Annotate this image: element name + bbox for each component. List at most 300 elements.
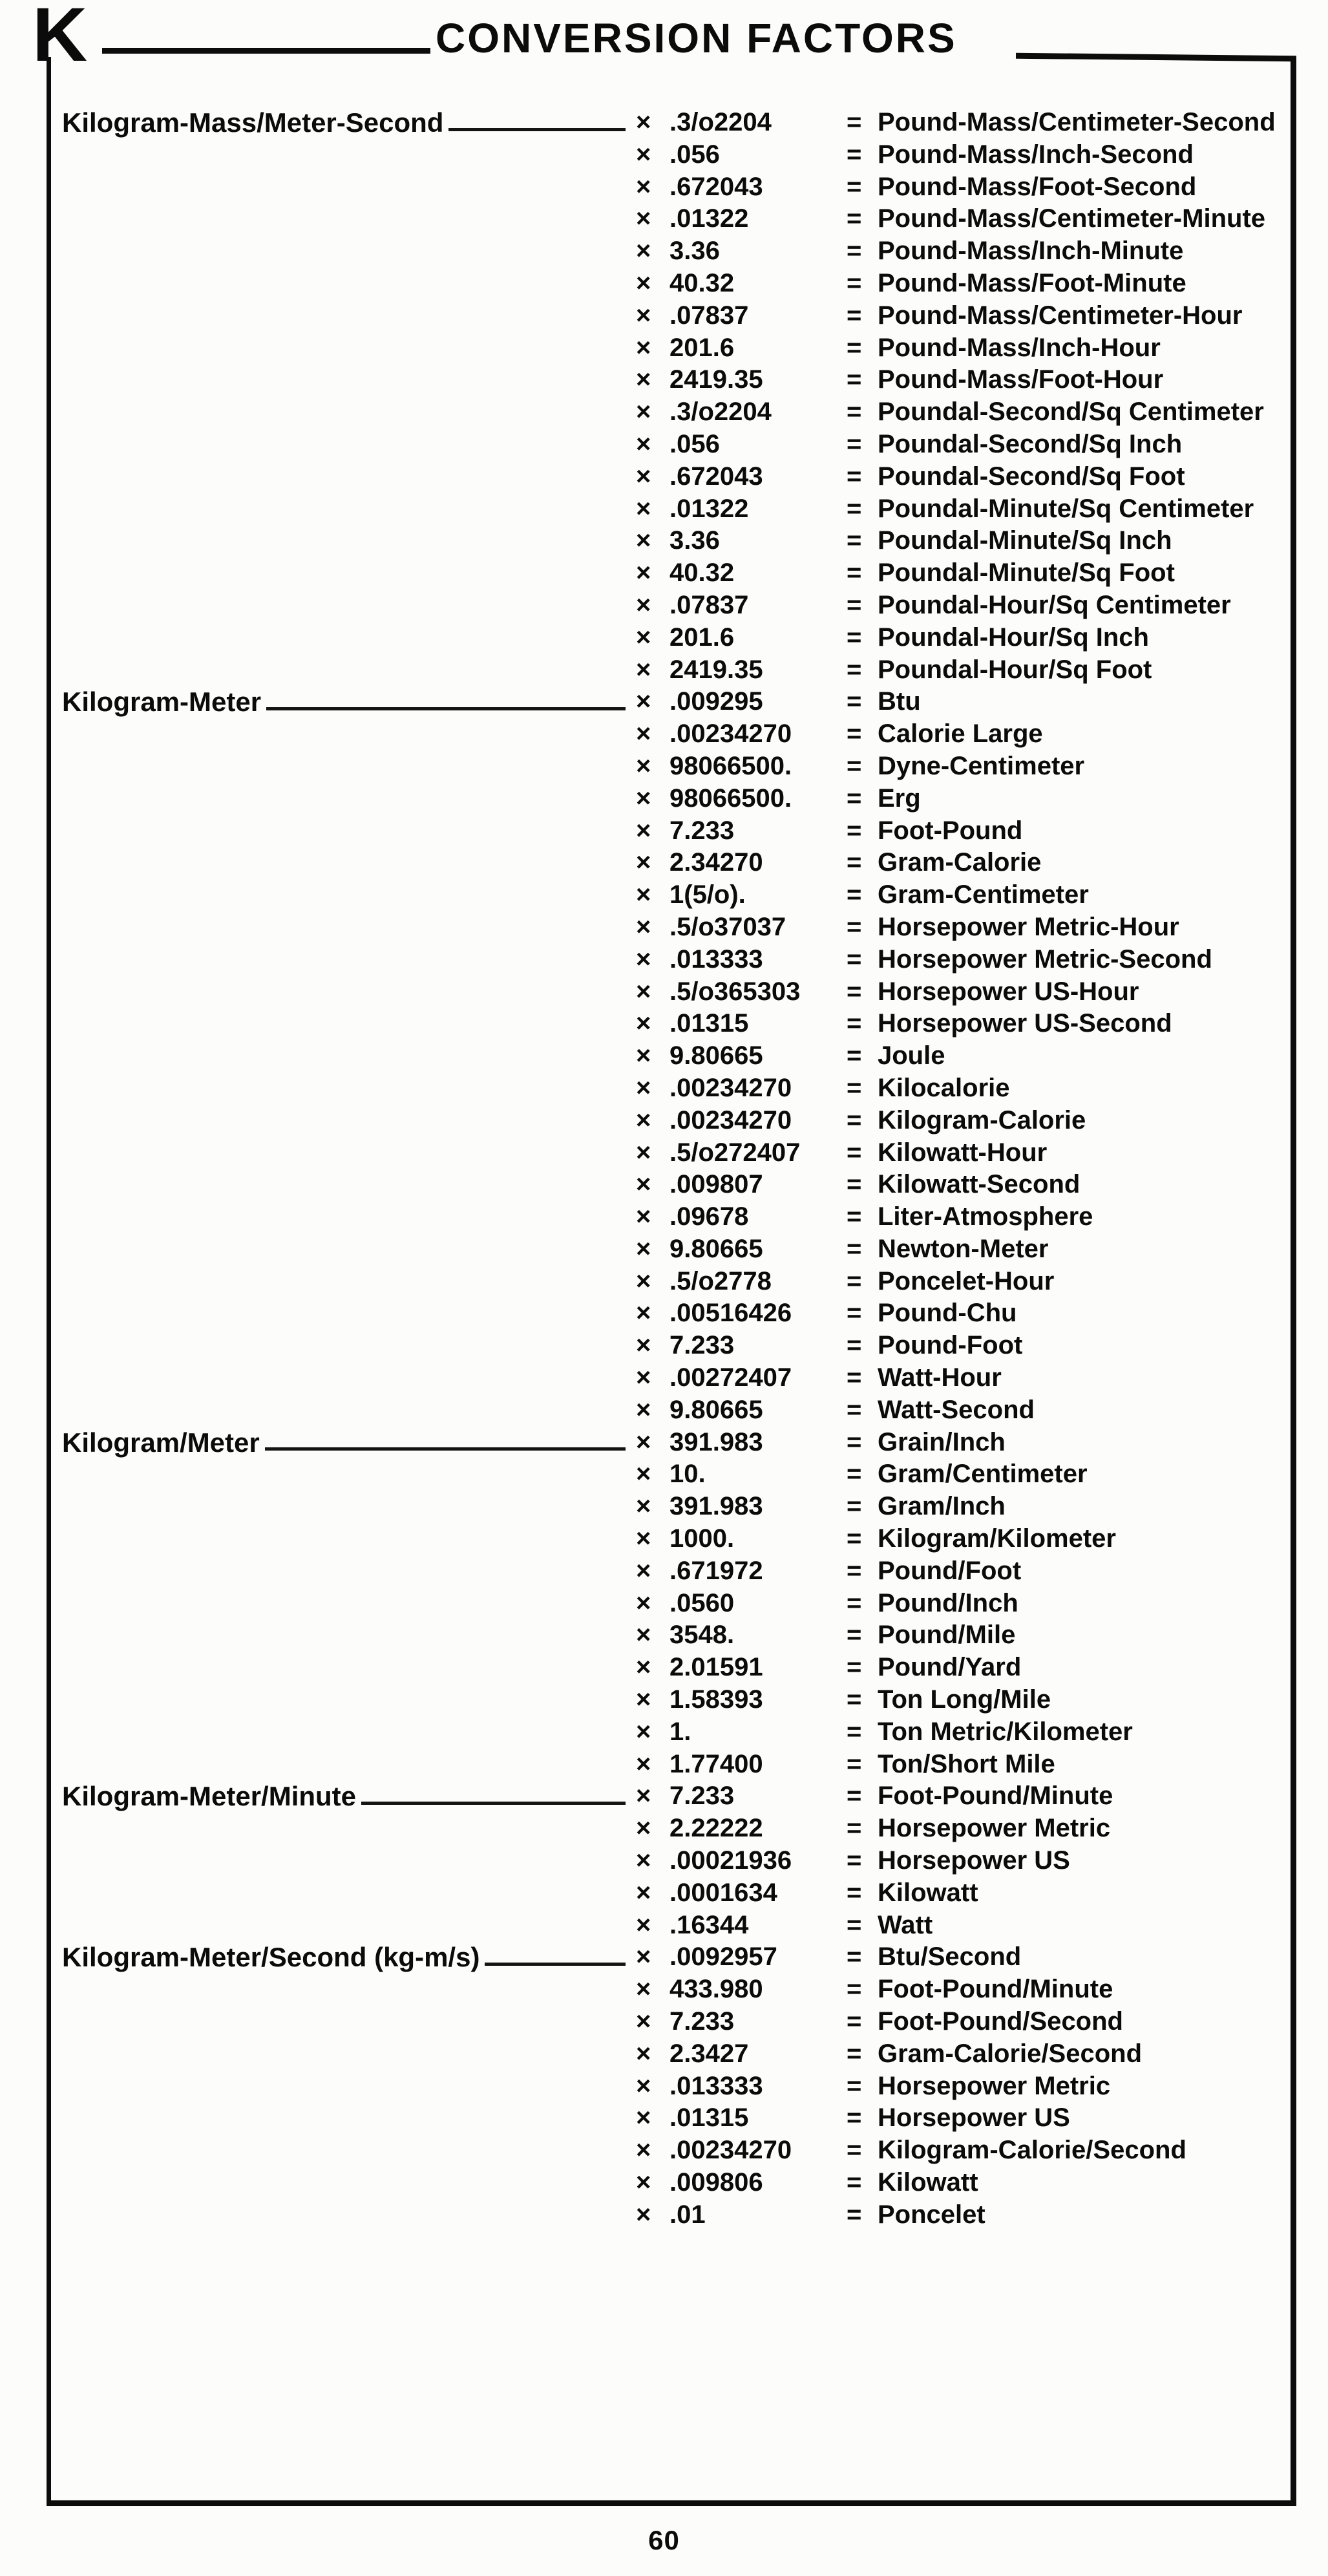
factor-value: 7.233: [669, 2007, 735, 2036]
result-cell: [847, 783, 1290, 815]
conversion-row: [62, 2102, 1290, 2134]
times-sign: ×: [636, 172, 651, 201]
equals-sign: =: [847, 429, 862, 458]
times-sign: ×: [636, 1685, 651, 1714]
factor-value: 2.3427: [669, 2039, 749, 2068]
factor-value: 391.983: [669, 1427, 763, 1456]
times-sign: ×: [636, 623, 651, 652]
conversion-row: [62, 1780, 1290, 1813]
times-sign: ×: [636, 1621, 651, 1650]
times-sign: ×: [636, 1846, 651, 1875]
factor-value: .672043: [669, 462, 763, 491]
result-unit: Pound-Mass/Foot-Second: [878, 172, 1197, 201]
factor-cell: [636, 107, 847, 139]
group-label-cell: [62, 107, 636, 139]
factor-value: 10.: [669, 1460, 706, 1489]
factor-value: .07837: [669, 590, 749, 619]
group-label-cell: [62, 622, 636, 654]
result-unit: Horsepower US: [878, 1846, 1070, 1875]
group-label-cell: [62, 1362, 636, 1394]
factor-cell: [636, 461, 847, 493]
result-unit: Ton Long/Mile: [878, 1685, 1051, 1714]
times-sign: ×: [636, 1202, 651, 1231]
equals-sign: =: [847, 1138, 862, 1167]
equals-sign: =: [847, 816, 862, 845]
group-label-cell: [62, 1877, 636, 1910]
times-sign: ×: [636, 398, 651, 427]
conversion-row: [62, 1362, 1290, 1394]
times-sign: ×: [636, 1299, 651, 1328]
result-cell: [847, 429, 1290, 461]
equals-sign: =: [847, 783, 862, 813]
group-label-cell: [62, 203, 636, 235]
factor-cell: [636, 171, 847, 204]
equals-sign: =: [847, 1782, 862, 1811]
times-sign: ×: [636, 1266, 651, 1295]
equals-sign: =: [847, 1943, 862, 1972]
result-cell: [847, 364, 1290, 396]
group-label-cell: [62, 1201, 636, 1233]
result-cell: [847, 1266, 1290, 1298]
result-unit: Erg: [878, 783, 921, 813]
factor-cell: [636, 1813, 847, 1845]
conversion-row: [62, 1910, 1290, 1942]
factor-value: 7.233: [669, 816, 735, 845]
factor-cell: [636, 1458, 847, 1491]
group-label-cell: [62, 944, 636, 976]
result-unit: Btu: [878, 687, 921, 716]
factor-value: .009807: [669, 1170, 763, 1199]
result-cell: [847, 1974, 1290, 2006]
times-sign: ×: [636, 237, 651, 266]
result-unit: Watt: [878, 1910, 933, 1939]
factor-value: .056: [669, 429, 720, 458]
equals-sign: =: [847, 1556, 862, 1585]
conversion-row: [62, 1652, 1290, 1684]
equals-sign: =: [847, 1363, 862, 1392]
conversion-row: [62, 847, 1290, 879]
factor-value: 98066500.: [669, 751, 792, 780]
times-sign: ×: [636, 1041, 651, 1070]
result-cell: [847, 1716, 1290, 1749]
result-unit: Poundal-Second/Sq Inch: [878, 429, 1183, 458]
times-sign: ×: [636, 1460, 651, 1489]
result-cell: [847, 1105, 1290, 1137]
factor-value: 2.22222: [669, 1814, 763, 1843]
result-cell: [847, 1652, 1290, 1684]
times-sign: ×: [636, 1653, 651, 1682]
result-unit: Poncelet: [878, 2200, 985, 2229]
conversion-row: [62, 1619, 1290, 1652]
factor-cell: [636, 1684, 847, 1716]
times-sign: ×: [636, 719, 651, 749]
group-label-cell: [62, 525, 636, 557]
result-cell: [847, 1072, 1290, 1105]
conversion-row: [62, 654, 1290, 687]
result-unit: Gram-Calorie/Second: [878, 2039, 1143, 2068]
equals-sign: =: [847, 172, 862, 201]
factor-cell: [636, 557, 847, 590]
conversion-row: [62, 590, 1290, 622]
result-cell: [847, 911, 1290, 944]
factor-cell: [636, 1201, 847, 1233]
result-cell: [847, 879, 1290, 911]
result-unit: Gram-Centimeter: [878, 880, 1089, 910]
group-label-cell: [62, 1780, 636, 1813]
group-label-cell: [62, 1297, 636, 1330]
times-sign: ×: [636, 590, 651, 619]
result-cell: [847, 557, 1290, 590]
result-unit: Grain/Inch: [878, 1427, 1006, 1456]
conversion-row: [62, 396, 1290, 429]
equals-sign: =: [847, 108, 862, 136]
equals-sign: =: [847, 2007, 862, 2036]
conversion-group: [62, 1941, 1290, 2231]
factor-cell: [636, 1910, 847, 1942]
result-cell: [847, 2102, 1290, 2134]
result-cell: [847, 1780, 1290, 1813]
equals-sign: =: [847, 1395, 862, 1424]
factor-value: .01322: [669, 494, 749, 523]
factor-cell: [636, 1169, 847, 1201]
result-unit: Gram/Centimeter: [878, 1460, 1088, 1489]
group-label-cell: [62, 1233, 636, 1266]
result-unit: Kilowatt: [878, 1878, 978, 1907]
factor-cell: [636, 976, 847, 1008]
factor-value: 98066500.: [669, 783, 792, 813]
equals-sign: =: [847, 398, 862, 427]
equals-sign: =: [847, 1460, 862, 1489]
result-unit: Newton-Meter: [878, 1234, 1049, 1263]
factor-value: .671972: [669, 1556, 763, 1585]
result-unit: Pound-Mass/Inch-Hour: [878, 333, 1161, 362]
times-sign: ×: [636, 880, 651, 910]
result-cell: [847, 1813, 1290, 1845]
conversion-group: [62, 686, 1290, 1426]
result-cell: [847, 590, 1290, 622]
times-sign: ×: [636, 1556, 651, 1585]
result-unit: Dyne-Centimeter: [878, 751, 1085, 780]
conversion-row: [62, 429, 1290, 461]
factor-value: 1.: [669, 1717, 691, 1746]
conversion-row: [62, 107, 1290, 139]
times-sign: ×: [636, 816, 651, 845]
result-cell: [847, 1910, 1290, 1942]
factor-cell: [636, 686, 847, 718]
times-sign: ×: [636, 1105, 651, 1134]
factor-value: .01: [669, 2200, 706, 2229]
factor-cell: [636, 1137, 847, 1169]
group-label-cell: [62, 1588, 636, 1620]
group-label-cell: [62, 364, 636, 396]
group-label-cell: [62, 783, 636, 815]
conversion-group: [62, 1780, 1290, 1941]
factor-cell: [636, 1974, 847, 2006]
conversion-row: [62, 1877, 1290, 1910]
result-cell: [847, 1941, 1290, 1974]
group-label-cell: [62, 2006, 636, 2038]
factor-value: 7.233: [669, 1331, 735, 1360]
group-label-cell: [62, 235, 636, 268]
group-label-cell: [62, 2167, 636, 2199]
factor-cell: [636, 847, 847, 879]
factor-cell: [636, 493, 847, 526]
equals-sign: =: [847, 977, 862, 1006]
group-label-cell: [62, 332, 636, 365]
result-cell: [847, 654, 1290, 687]
equals-sign: =: [847, 1427, 862, 1456]
group-label-cell: [62, 1941, 636, 1974]
factor-cell: [636, 235, 847, 268]
group-label-cell: [62, 1040, 636, 1072]
times-sign: ×: [636, 1234, 651, 1263]
times-sign: ×: [636, 559, 651, 588]
factor-cell: [636, 364, 847, 396]
factor-cell: [636, 2006, 847, 2038]
result-cell: [847, 686, 1290, 718]
result-unit: Calorie Large: [878, 719, 1043, 749]
equals-sign: =: [847, 1524, 862, 1553]
factor-cell: [636, 1297, 847, 1330]
factor-cell: [636, 1491, 847, 1523]
result-unit: Pound-Mass/Centimeter-Minute: [878, 204, 1266, 233]
times-sign: ×: [636, 1427, 651, 1456]
factor-value: 1.77400: [669, 1749, 763, 1778]
conversion-list: [62, 107, 1290, 2231]
conversion-row: [62, 1555, 1290, 1588]
conversion-group: [62, 1427, 1290, 1781]
conversion-row: [62, 139, 1290, 171]
equals-sign: =: [847, 590, 862, 619]
result-unit: Pound/Yard: [878, 1653, 1022, 1682]
conversion-row: [62, 1105, 1290, 1137]
factor-cell: [636, 2070, 847, 2103]
group-label-cell: [62, 1619, 636, 1652]
conversion-row: [62, 2199, 1290, 2231]
equals-sign: =: [847, 1910, 862, 1939]
leader-line: [448, 128, 626, 131]
factor-value: .5/o365303: [669, 977, 801, 1006]
result-unit: Horsepower Metric: [878, 2071, 1111, 2100]
factor-value: .00234270: [669, 1073, 792, 1102]
result-cell: [847, 2134, 1290, 2167]
times-sign: ×: [636, 140, 651, 169]
result-cell: [847, 139, 1290, 171]
result-unit: Kilocalorie: [878, 1073, 1010, 1102]
result-cell: [847, 847, 1290, 879]
result-unit: Pound-Mass/Centimeter-Second: [878, 108, 1276, 136]
result-cell: [847, 1362, 1290, 1394]
factor-cell: [636, 1427, 847, 1459]
result-cell: [847, 622, 1290, 654]
factor-cell: [636, 1008, 847, 1040]
equals-sign: =: [847, 623, 862, 652]
factor-value: 3548.: [669, 1621, 735, 1650]
conversion-row: [62, 1749, 1290, 1781]
factor-value: .09678: [669, 1202, 749, 1231]
factor-cell: [636, 1588, 847, 1620]
page-number: 60: [648, 2525, 680, 2555]
result-cell: [847, 1555, 1290, 1588]
group-label-cell: [62, 1266, 636, 1298]
times-sign: ×: [636, 687, 651, 716]
result-unit: Horsepower Metric-Second: [878, 944, 1212, 974]
conversion-row: [62, 171, 1290, 204]
result-unit: Poundal-Minute/Sq Inch: [878, 526, 1172, 555]
factor-value: .00021936: [669, 1846, 792, 1875]
result-cell: [847, 493, 1290, 526]
factor-value: .013333: [669, 2071, 763, 2100]
factor-cell: [636, 1845, 847, 1877]
equals-sign: =: [847, 462, 862, 491]
conversion-row: [62, 557, 1290, 590]
result-unit: Watt-Second: [878, 1395, 1035, 1424]
result-unit: Pound-Mass/Inch-Second: [878, 140, 1194, 169]
group-label-cell: [62, 1749, 636, 1781]
group-label-cell: [62, 2070, 636, 2103]
result-cell: [847, 1233, 1290, 1266]
group-label-cell: [62, 493, 636, 526]
conversion-row: [62, 944, 1290, 976]
group-label-cell: [62, 139, 636, 171]
result-cell: [847, 1394, 1290, 1427]
times-sign: ×: [636, 1073, 651, 1102]
factor-value: .009295: [669, 687, 763, 716]
result-cell: [847, 2070, 1290, 2103]
equals-sign: =: [847, 1170, 862, 1199]
conversion-row: [62, 750, 1290, 783]
conversion-row: [62, 1427, 1290, 1459]
times-sign: ×: [636, 1749, 651, 1778]
result-cell: [847, 2038, 1290, 2070]
equals-sign: =: [847, 687, 862, 716]
equals-sign: =: [847, 237, 862, 266]
result-unit: Kilowatt-Hour: [878, 1138, 1048, 1167]
result-unit: Liter-Atmosphere: [878, 1202, 1093, 1231]
factor-cell: [636, 1652, 847, 1684]
times-sign: ×: [636, 1878, 651, 1907]
equals-sign: =: [847, 2039, 862, 2068]
equals-sign: =: [847, 204, 862, 233]
times-sign: ×: [636, 2007, 651, 2036]
times-sign: ×: [636, 2103, 651, 2133]
conversion-row: [62, 525, 1290, 557]
result-cell: [847, 944, 1290, 976]
group-label-cell: [62, 590, 636, 622]
factor-cell: [636, 879, 847, 911]
factor-cell: [636, 1941, 847, 1974]
equals-sign: =: [847, 1588, 862, 1617]
group-label-cell: [62, 1491, 636, 1523]
factor-cell: [636, 1523, 847, 1555]
group-label: Kilogram-Meter: [62, 687, 262, 718]
result-unit: Horsepower US-Second: [878, 1009, 1172, 1038]
equals-sign: =: [847, 1299, 862, 1328]
conversion-row: [62, 493, 1290, 526]
conversion-row: [62, 1233, 1290, 1266]
equals-sign: =: [847, 1266, 862, 1295]
factor-cell: [636, 783, 847, 815]
group-label-cell: [62, 1072, 636, 1105]
factor-value: 391.983: [669, 1492, 763, 1521]
factor-cell: [636, 1362, 847, 1394]
equals-sign: =: [847, 2200, 862, 2229]
factor-value: 3.36: [669, 237, 720, 266]
times-sign: ×: [636, 108, 651, 136]
result-cell: [847, 750, 1290, 783]
section-letter: K: [32, 0, 85, 78]
conversion-row: [62, 783, 1290, 815]
factor-cell: [636, 1716, 847, 1749]
factor-value: 2.01591: [669, 1653, 763, 1682]
times-sign: ×: [636, 751, 651, 780]
factor-cell: [636, 2134, 847, 2167]
factor-cell: [636, 1780, 847, 1813]
times-sign: ×: [636, 1782, 651, 1811]
result-unit: Horsepower Metric: [878, 1814, 1111, 1843]
result-cell: [847, 1588, 1290, 1620]
group-label-cell: [62, 911, 636, 944]
result-cell: [847, 1008, 1290, 1040]
group-label: Kilogram-Meter/Second (kg-m/s): [62, 1942, 480, 1973]
result-cell: [847, 2006, 1290, 2038]
times-sign: ×: [636, 1975, 651, 2004]
result-cell: [847, 1684, 1290, 1716]
factor-value: .0092957: [669, 1943, 777, 1972]
group-label-cell: [62, 1813, 636, 1845]
result-unit: Foot-Pound/Minute: [878, 1782, 1113, 1811]
conversion-row: [62, 268, 1290, 300]
conversion-row: [62, 879, 1290, 911]
times-sign: ×: [636, 783, 651, 813]
times-sign: ×: [636, 1170, 651, 1199]
conversion-row: [62, 2070, 1290, 2103]
conversion-row: [62, 1297, 1290, 1330]
times-sign: ×: [636, 462, 651, 491]
factor-cell: [636, 654, 847, 687]
conversion-row: [62, 1716, 1290, 1749]
conversion-row: [62, 1201, 1290, 1233]
conversion-row: [62, 235, 1290, 268]
conversion-row: [62, 300, 1290, 332]
result-unit: Poncelet-Hour: [878, 1266, 1055, 1295]
result-cell: [847, 1458, 1290, 1491]
conversion-row: [62, 1941, 1290, 1974]
factor-cell: [636, 300, 847, 332]
times-sign: ×: [636, 848, 651, 877]
result-unit: Pound-Chu: [878, 1299, 1017, 1328]
conversion-row: [62, 2038, 1290, 2070]
leader-line: [266, 707, 626, 710]
times-sign: ×: [636, 1717, 651, 1746]
factor-cell: [636, 2038, 847, 2070]
conversion-row: [62, 1266, 1290, 1298]
equals-sign: =: [847, 1041, 862, 1070]
conversion-row: [62, 1394, 1290, 1427]
times-sign: ×: [636, 494, 651, 523]
group-label-cell: [62, 1555, 636, 1588]
factor-cell: [636, 1749, 847, 1781]
factor-cell: [636, 268, 847, 300]
factor-cell: [636, 203, 847, 235]
factor-value: .00272407: [669, 1363, 792, 1392]
factor-cell: [636, 396, 847, 429]
factor-value: 1(5/o).: [669, 880, 746, 910]
result-unit: Joule: [878, 1041, 945, 1070]
factor-value: .3/o2204: [669, 398, 772, 427]
result-unit: Poundal-Hour/Sq Inch: [878, 623, 1149, 652]
times-sign: ×: [636, 268, 651, 297]
